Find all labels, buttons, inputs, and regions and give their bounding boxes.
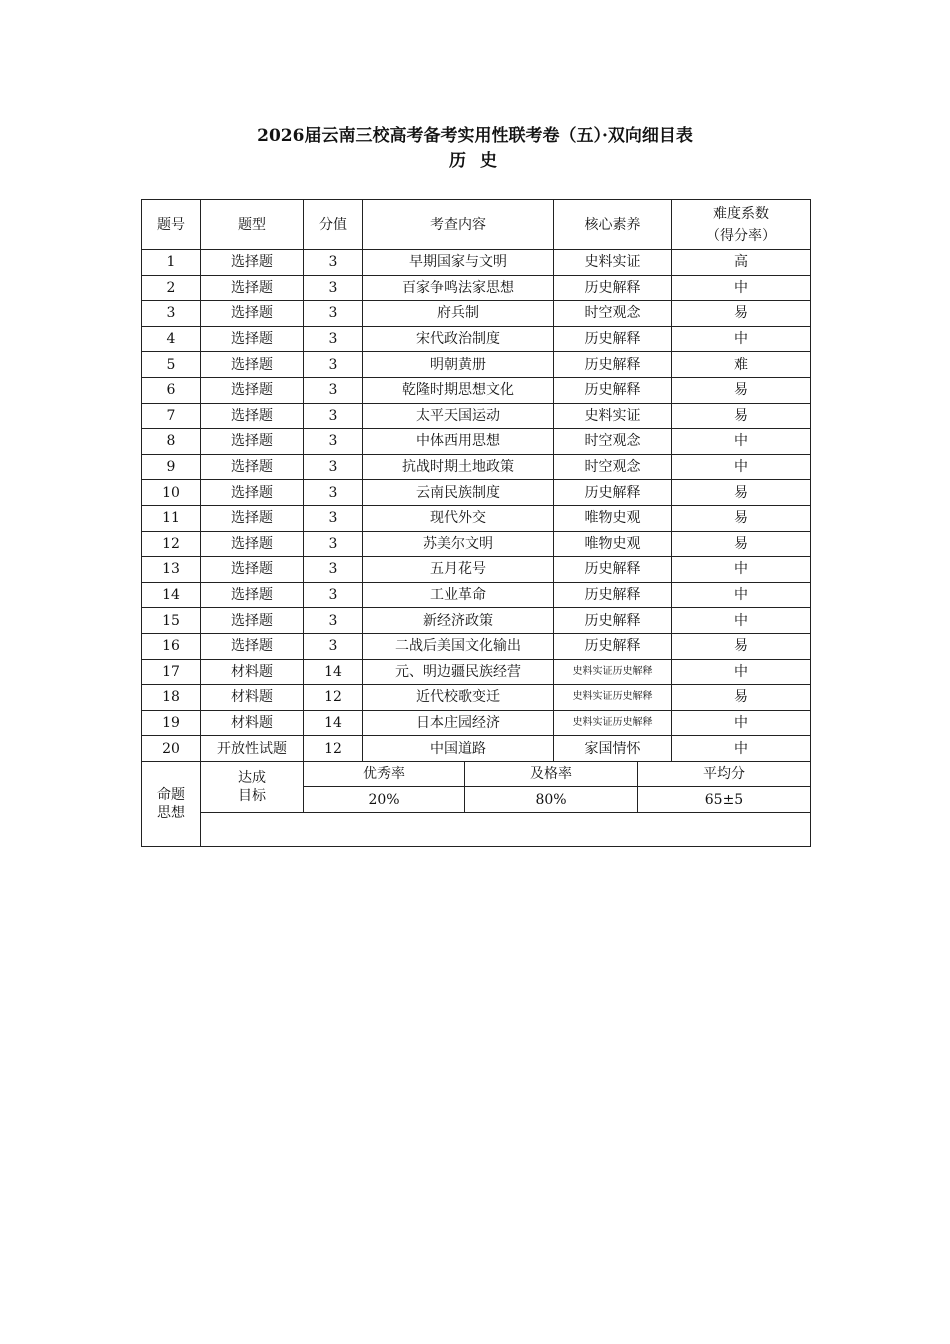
target-label-row <box>142 761 811 787</box>
core-literacy: 历史解释 <box>554 326 672 352</box>
difficulty-level: 中 <box>672 429 811 455</box>
difficulty-level: 中 <box>672 710 811 736</box>
difficulty-level: 易 <box>672 301 811 327</box>
target-label <box>201 761 304 812</box>
difficulty-level: 中 <box>672 582 811 608</box>
table-row <box>142 736 811 762</box>
core-literacy: 唯物史观 <box>554 505 672 531</box>
idea-label <box>142 761 201 846</box>
question-score: 3 <box>304 250 363 276</box>
question-content: 苏美尔文明 <box>363 531 554 557</box>
question-type: 选择题 <box>201 326 304 352</box>
question-number: 10 <box>142 480 201 506</box>
difficulty-level: 易 <box>672 377 811 403</box>
table-row <box>142 557 811 583</box>
question-content: 中体西用思想 <box>363 429 554 455</box>
table-row <box>142 659 811 685</box>
question-number: 2 <box>142 275 201 301</box>
question-score: 3 <box>304 582 363 608</box>
question-score: 3 <box>304 557 363 583</box>
table-row <box>142 480 811 506</box>
table-row <box>142 454 811 480</box>
question-score: 3 <box>304 480 363 506</box>
table-row <box>142 505 811 531</box>
core-literacy: 历史解释 <box>554 608 672 634</box>
difficulty-level: 易 <box>672 480 811 506</box>
question-content: 近代校歌变迁 <box>363 685 554 711</box>
difficulty-level: 中 <box>672 608 811 634</box>
question-score: 3 <box>304 403 363 429</box>
document-title: 2026届云南三校高考备考实用性联考卷（五）·双向细目表 <box>257 126 693 146</box>
table-row <box>142 531 811 557</box>
table-row <box>142 582 811 608</box>
question-type: 选择题 <box>201 275 304 301</box>
question-type: 选择题 <box>201 429 304 455</box>
core-literacy: 历史解释 <box>554 377 672 403</box>
question-score: 14 <box>304 659 363 685</box>
question-content: 日本庄园经济 <box>363 710 554 736</box>
core-literacy: 历史解释 <box>554 480 672 506</box>
question-content: 抗战时期土地政策 <box>363 454 554 480</box>
question-type: 选择题 <box>201 377 304 403</box>
difficulty-level: 中 <box>672 454 811 480</box>
question-score: 12 <box>304 736 363 762</box>
question-number: 15 <box>142 608 201 634</box>
question-content: 明朝黄册 <box>363 352 554 378</box>
core-literacy: 史料实证 <box>554 403 672 429</box>
question-score: 3 <box>304 505 363 531</box>
question-score: 14 <box>304 710 363 736</box>
core-literacy: 时空观念 <box>554 429 672 455</box>
question-type: 选择题 <box>201 582 304 608</box>
question-content: 早期国家与文明 <box>363 250 554 276</box>
core-literacy: 历史解释 <box>554 352 672 378</box>
question-number: 18 <box>142 685 201 711</box>
pass-rate-value: 80% <box>465 787 638 813</box>
difficulty-level: 易 <box>672 505 811 531</box>
header-content: 考查内容 <box>363 200 554 250</box>
table-row <box>142 352 811 378</box>
core-literacy: 历史解释 <box>554 582 672 608</box>
question-number: 12 <box>142 531 201 557</box>
question-score: 3 <box>304 326 363 352</box>
core-literacy: 唯物史观 <box>554 531 672 557</box>
core-literacy: 史料实证 <box>554 250 672 276</box>
question-number: 14 <box>142 582 201 608</box>
question-number: 4 <box>142 326 201 352</box>
question-type: 选择题 <box>201 250 304 276</box>
pass-rate-label: 及格率 <box>465 761 638 787</box>
table-row <box>142 685 811 711</box>
question-type: 材料题 <box>201 659 304 685</box>
subject-title: 历 史 <box>449 151 501 171</box>
question-number: 7 <box>142 403 201 429</box>
table-row <box>142 326 811 352</box>
question-type: 选择题 <box>201 633 304 659</box>
question-number: 11 <box>142 505 201 531</box>
question-score: 3 <box>304 377 363 403</box>
difficulty-level: 中 <box>672 736 811 762</box>
question-content: 太平天国运动 <box>363 403 554 429</box>
core-literacy: 史料实证历史解释 <box>554 685 672 711</box>
table-row <box>142 301 811 327</box>
question-content: 元、明边疆民族经营 <box>363 659 554 685</box>
question-type: 材料题 <box>201 710 304 736</box>
header-score: 分值 <box>304 200 363 250</box>
question-score: 12 <box>304 685 363 711</box>
header-difficulty-line1: 难度系数 <box>713 205 769 222</box>
table-row <box>142 608 811 634</box>
difficulty-level: 高 <box>672 250 811 276</box>
question-number: 19 <box>142 710 201 736</box>
question-number: 16 <box>142 633 201 659</box>
question-type: 选择题 <box>201 403 304 429</box>
core-literacy: 时空观念 <box>554 454 672 480</box>
question-type: 选择题 <box>201 301 304 327</box>
difficulty-level: 易 <box>672 531 811 557</box>
header-difficulty <box>672 200 811 250</box>
question-type: 选择题 <box>201 608 304 634</box>
question-score: 3 <box>304 454 363 480</box>
question-score: 3 <box>304 275 363 301</box>
question-score: 3 <box>304 352 363 378</box>
question-type: 选择题 <box>201 480 304 506</box>
difficulty-level: 中 <box>672 275 811 301</box>
difficulty-level: 易 <box>672 685 811 711</box>
target-label-line1: 达成 <box>238 769 266 786</box>
table-row <box>142 250 811 276</box>
question-content: 乾隆时期思想文化 <box>363 377 554 403</box>
question-number: 13 <box>142 557 201 583</box>
question-content: 现代外交 <box>363 505 554 531</box>
question-content: 五月花号 <box>363 557 554 583</box>
average-score-label: 平均分 <box>638 761 811 787</box>
question-number: 3 <box>142 301 201 327</box>
question-number: 17 <box>142 659 201 685</box>
excellent-rate-value: 20% <box>304 787 465 813</box>
table-row <box>142 429 811 455</box>
table-row <box>142 633 811 659</box>
remarks-cell <box>201 813 811 847</box>
question-score: 3 <box>304 633 363 659</box>
question-type: 选择题 <box>201 454 304 480</box>
question-number: 5 <box>142 352 201 378</box>
question-score: 3 <box>304 301 363 327</box>
question-content: 宋代政治制度 <box>363 326 554 352</box>
question-type: 材料题 <box>201 685 304 711</box>
header-num: 题号 <box>142 200 201 250</box>
question-score: 3 <box>304 429 363 455</box>
difficulty-level: 易 <box>672 633 811 659</box>
header-literacy: 核心素养 <box>554 200 672 250</box>
difficulty-level: 中 <box>672 557 811 583</box>
target-label-line2: 目标 <box>238 787 266 804</box>
difficulty-level: 难 <box>672 352 811 378</box>
idea-label-line1: 命题 <box>157 786 185 803</box>
core-literacy: 历史解释 <box>554 633 672 659</box>
question-type: 选择题 <box>201 557 304 583</box>
header-type: 题型 <box>201 200 304 250</box>
header-difficulty-line2: （得分率） <box>706 227 776 244</box>
specification-table <box>141 199 811 847</box>
core-literacy: 时空观念 <box>554 301 672 327</box>
table-row <box>142 275 811 301</box>
question-score: 3 <box>304 531 363 557</box>
question-content: 云南民族制度 <box>363 480 554 506</box>
table-row <box>142 377 811 403</box>
question-type: 选择题 <box>201 352 304 378</box>
core-literacy: 家国情怀 <box>554 736 672 762</box>
idea-label-line2: 思想 <box>157 804 185 821</box>
question-content: 百家争鸣法家思想 <box>363 275 554 301</box>
question-content: 二战后美国文化输出 <box>363 633 554 659</box>
difficulty-level: 中 <box>672 326 811 352</box>
table-row <box>142 403 811 429</box>
remarks-row <box>142 813 811 847</box>
question-number: 20 <box>142 736 201 762</box>
question-type: 选择题 <box>201 531 304 557</box>
core-literacy: 历史解释 <box>554 557 672 583</box>
question-type: 选择题 <box>201 505 304 531</box>
question-number: 8 <box>142 429 201 455</box>
excellent-rate-label: 优秀率 <box>304 761 465 787</box>
question-type: 开放性试题 <box>201 736 304 762</box>
core-literacy: 史料实证历史解释 <box>554 659 672 685</box>
question-content: 中国道路 <box>363 736 554 762</box>
core-literacy: 史料实证历史解释 <box>554 710 672 736</box>
question-content: 新经济政策 <box>363 608 554 634</box>
question-content: 工业革命 <box>363 582 554 608</box>
average-score-value: 65±5 <box>638 787 811 813</box>
difficulty-level: 中 <box>672 659 811 685</box>
question-content: 府兵制 <box>363 301 554 327</box>
table-header-row <box>142 200 811 250</box>
question-number: 1 <box>142 250 201 276</box>
difficulty-level: 易 <box>672 403 811 429</box>
question-score: 3 <box>304 608 363 634</box>
core-literacy: 历史解释 <box>554 275 672 301</box>
table-row <box>142 710 811 736</box>
question-number: 9 <box>142 454 201 480</box>
question-number: 6 <box>142 377 201 403</box>
